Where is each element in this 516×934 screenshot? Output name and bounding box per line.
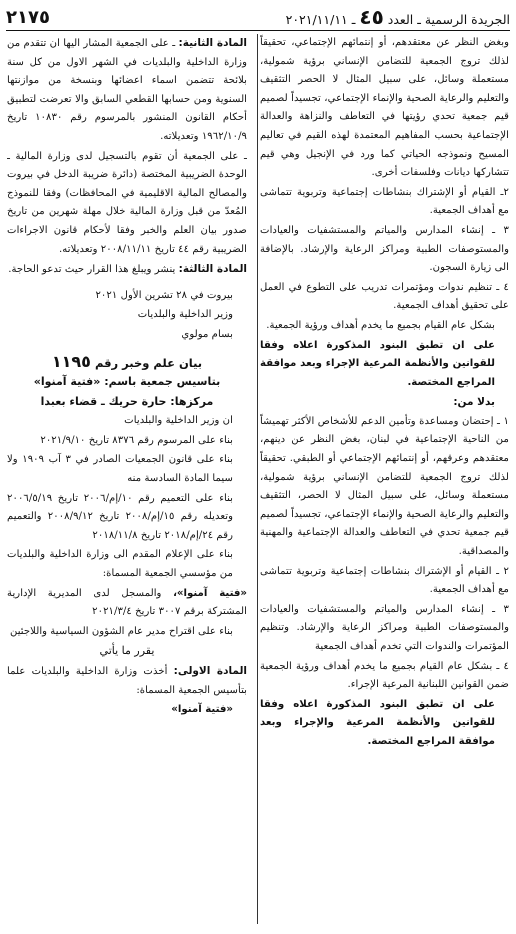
- article-three-label: المادة الثالثة:: [178, 263, 247, 276]
- paragraph: ٤ ـ بشكل عام القيام بجميع ما يخدم أهداف ورؤية الجمعية ضمن القوانين اللبنانية المرعية الإجراء.: [260, 660, 509, 691]
- header-title: [286, 5, 510, 29]
- association-name: «فتية آمنوا»: [171, 704, 233, 716]
- paragraph: ٣ ـ إنشاء المدارس والمياتم والمستشفيات والعيادات والمستوصفات الطبية ومراكز الرعاية والإرشاد. وتنظيم المؤتمرات والندوات التي تخدم أهداف الجمعية: [260, 603, 509, 652]
- basis-paragraph: بناء على قانون الجمعيات الصادر في ٣ آب ١٩٠٩ ولا سيما المادة السادسة منه: [7, 454, 233, 485]
- statement-subject: بتاسيس جمعية باسم: «فتية آمنوا»: [33, 375, 221, 389]
- basis-paragraph: بناء على التعميم رقم ١٠/إم/٢٠٠٦ تاريخ ٢٠٠٦/٥/١٩ وتعديله رقم ١٥/إم/٢٠٠٨ تاريخ ٢٠٠٨/٩/١٢ والتعميم رقم ٢٤/إم/٢٠١٨ تاريخ ٢٠١٨/١١/٨: [7, 492, 234, 541]
- minister-name: بسام مولوي: [181, 328, 233, 340]
- paragraph: ٣ ـ إنشاء المدارس والمياتم والمستشفيات والعيادات والمستوصفات الطبية ومراكز الرعاية والإرشاد. بالإضافة الى زيارة السجون.: [260, 224, 509, 274]
- article-two-text: ـ على الجمعية المشار اليها ان تتقدم من وزارة الداخلية والبلديات في الشهر الاول من كل سنة بلائحة تتضمن اسماء اعضائها وبنسخة من موازنتها السنوية ومن حسابها القطعي السابق والا تعرضت لتطبيق أحكام القانون المنشور بالمرسوم رقم ١٠٨٣٠ تاريخ ١٩٦٢/١٠/٩ وتعديلاته.: [7, 38, 247, 142]
- paragraph: بشكل عام القيام بجميع ما يخدم أهداف ورؤية الجمعية.: [266, 319, 495, 331]
- association-name: «فتية آمنوا»،: [173, 587, 247, 599]
- condition-paragraph: على ان تطبق البنود المذكورة اعلاه وفقا للقوانين والأنظمة المرعية الإجراء وبعد موافقة المراجع المختصة.: [260, 339, 495, 388]
- issue-date: ـ ٢٠٢١/١١/١١: [285, 12, 356, 27]
- paragraph: ٢ ـ القيام أو الإشتراك بنشاطات إجتماعية وتربوية تتماشى مع أهداف الجمعية.: [260, 565, 509, 596]
- gazette-name: الجريدة الرسمية ـ العدد: [387, 12, 510, 27]
- tax-registration-paragraph: ـ على الجمعية أن تقوم بالتسجيل لدى وزارة المالية ـ الوحدة الضريبية المختصة (دائرة ضريبة الدخل في بيروت والمصالح المالية الاقليمية في المحافظات) وفقا للنموذج المُعدّ من قبل وزارة المالية خلال مهلة شهرين من تاريخ صدور بيان العلم والخبر وفقا لأحكام قانون الاجراءات الضريبية رقم ٤٤ تاريخ ٢٠٠٨/١١/١١ وتعديلاته.: [7, 150, 247, 255]
- article-one: [7, 662, 247, 700]
- article-one-text: أخذت وزارة الداخلية والبلديات علما بتأسيس الجمعية المسماة:: [7, 666, 247, 696]
- page-number: ٢١٧٥: [6, 6, 50, 28]
- statement-title: [7, 353, 247, 373]
- basis-paragraph: بناء على الإعلام المقدم الى وزارة الداخلية والبلديات من مؤسسي الجمعية المسماة:: [7, 549, 233, 580]
- statement-number: ١١٩٥: [51, 351, 91, 371]
- article-three-text: ينشر ويبلغ هذا القرار حيث تدعو الحاجة.: [8, 264, 176, 276]
- instead-of-heading: بدلا من:: [453, 396, 495, 409]
- left-column: [7, 34, 247, 928]
- article-three: [7, 260, 247, 280]
- basis-paragraph: بناء على اقتراح مدير عام الشؤون السياسية واللاجئين: [9, 625, 233, 637]
- paragraph: ٢ـ القيام أو الإشتراك بنشاطات إجتماعية وتربوية تتماشى مع أهداف الجمعية.: [260, 186, 509, 217]
- article-one-label: المادة الاولى:: [173, 665, 247, 677]
- intro-line: ان وزير الداخلية والبلديات: [124, 415, 233, 427]
- page-header: [6, 4, 510, 31]
- basis-paragraph: بناء على المرسوم رقم ٨٣٧٦ تاريخ ٢٠٢١/٩/١٠: [40, 434, 233, 446]
- basis-text: والمسجل لدى المديرية الإدارية المشتركة برقم ٣٠٠٧ تاريخ ٢٠٢١/٣/٤: [7, 587, 247, 618]
- paragraph: وبغض النظر عن معتقدهم، أو إنتمائهم الإجتماعي، تحقيقاً لذلك تروج الجمعية للتضامن الإنساني برؤية شمولية، مستعملة وسائل، على سبيل المثال لا الحصر التثقيف والتعليم والرعاية الصحية والإنماء الإجتماعي، تجسيداً لصميم قيم جمعية تحدي رؤيتها في التعاطف والنزاهة والعدالة الإجتماعية بحسب المفاهيم المعتمدة لهذه القيم في تعاليم المسيح ونموذجه الحياتي كما ورد في الإنجيل وهي قيم تتشاركها ديانات وفلسفات أخرى.: [260, 37, 509, 179]
- decides-line: يقرر ما يأتي: [99, 644, 155, 658]
- issue-number: ٤٥: [359, 5, 384, 29]
- condition-paragraph: على ان تطبق البنود المذكورة اعلاه وفقا للقوانين والأنظمة المرعية والإجراء وبعد موافقة المراجع المختصة.: [260, 698, 495, 747]
- article-two: [7, 34, 247, 147]
- statement-location: مركزها: حارة حريك ـ قضاء بعبدا: [40, 394, 214, 408]
- minister-title: وزير الداخلية والبلديات: [137, 309, 233, 321]
- basis-paragraph: [7, 585, 247, 622]
- statement-title-text: بيان علم وخبر رقم: [94, 355, 203, 370]
- paragraph: ١ ـ إحتضان ومساعدة وتأمين الدعم للأشخاص الأكثر تهميشاً من الناحية الإجتماعية في لبنان، بغض النظر عن دينهم، معتقدهم وعرقهم، أو إنتمائهم الإجتماعي أو الطبقي. تحقيقاً لذلك تروج الجمعية للتضامن الإنساني برؤية شمولية، مستعملة وسائل، على سبيل المثال لا الحصر، التثقيف والتعليم والرعاية الصحية والإنماء الإجتماعي، تجسيداً لصميم قيم جمعية تحدي في التعاطف والعدالة الإجتماعية والمهنية والمصداقية.: [260, 415, 509, 558]
- article-two-label: المادة الثانية:: [178, 37, 247, 49]
- right-column: [260, 34, 509, 928]
- place-date: بيروت في ٢٨ تشرين الأول ٢٠٢١: [95, 289, 233, 301]
- column-divider: [257, 34, 258, 924]
- paragraph: ٤ ـ تنظيم ندوات ومؤتمرات تدريب على التطوع في العمل على تحقيق أهداف الجمعية.: [260, 281, 509, 312]
